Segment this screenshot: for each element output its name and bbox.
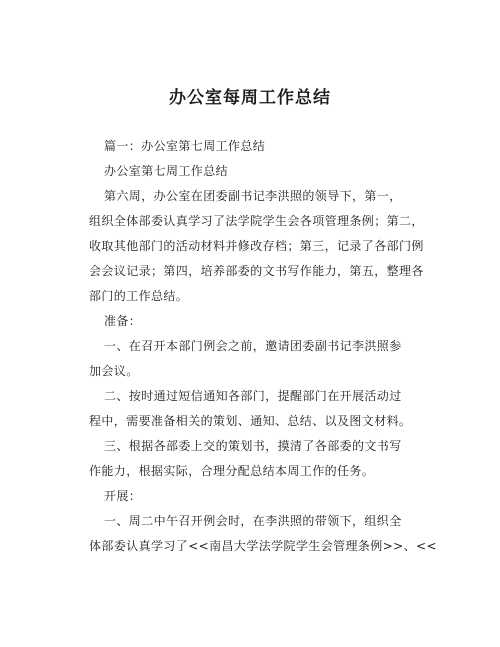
body-line: 会会议记录；第四，培养部委的文书写作能力，第五，整理各 <box>89 264 424 278</box>
body-line: 收取其他部门的活动材料并修改存档；第三，记录了各部门例 <box>89 239 424 253</box>
body-line: 程中，需要准备相关的策划、通知、总结、以及图文材料。 <box>89 414 412 428</box>
body-line: 部门的工作总结。 <box>89 289 189 303</box>
body-line: 加会议。 <box>89 364 139 378</box>
body-line: 篇一：办公室第七周工作总结 <box>104 139 266 153</box>
body-line: 准备： <box>104 314 142 328</box>
document-title: 办公室每周工作总结 <box>169 88 331 108</box>
body-line: 办公室第七周工作总结 <box>104 164 229 178</box>
body-line: 体部委认真学习了<<南昌大学法学院学生会管理条例>>、<< <box>89 539 437 553</box>
document-body <box>89 134 437 559</box>
body-line: 二、按时通过短信通知各部门，提醒部门在开展活动过 <box>104 389 402 403</box>
body-line: 作能力，根据实际，合理分配总结本周工作的任务。 <box>89 464 375 478</box>
body-line: 三、根据各部委上交的策划书，摸清了各部委的文书写 <box>104 439 402 453</box>
body-line: 第六周，办公室在团委副书记李洪照的领导下，第一， <box>104 189 402 203</box>
body-line: 一、在召开本部门例会之前，邀请团委副书记李洪照参 <box>104 339 402 353</box>
body-line: 开展： <box>104 489 142 503</box>
body-line: 组织全体部委认真学习了法学院学生会各项管理条例；第二， <box>89 214 424 228</box>
body-line: 一、周二中午召开例会时，在李洪照的带领下，组织全 <box>104 514 402 528</box>
